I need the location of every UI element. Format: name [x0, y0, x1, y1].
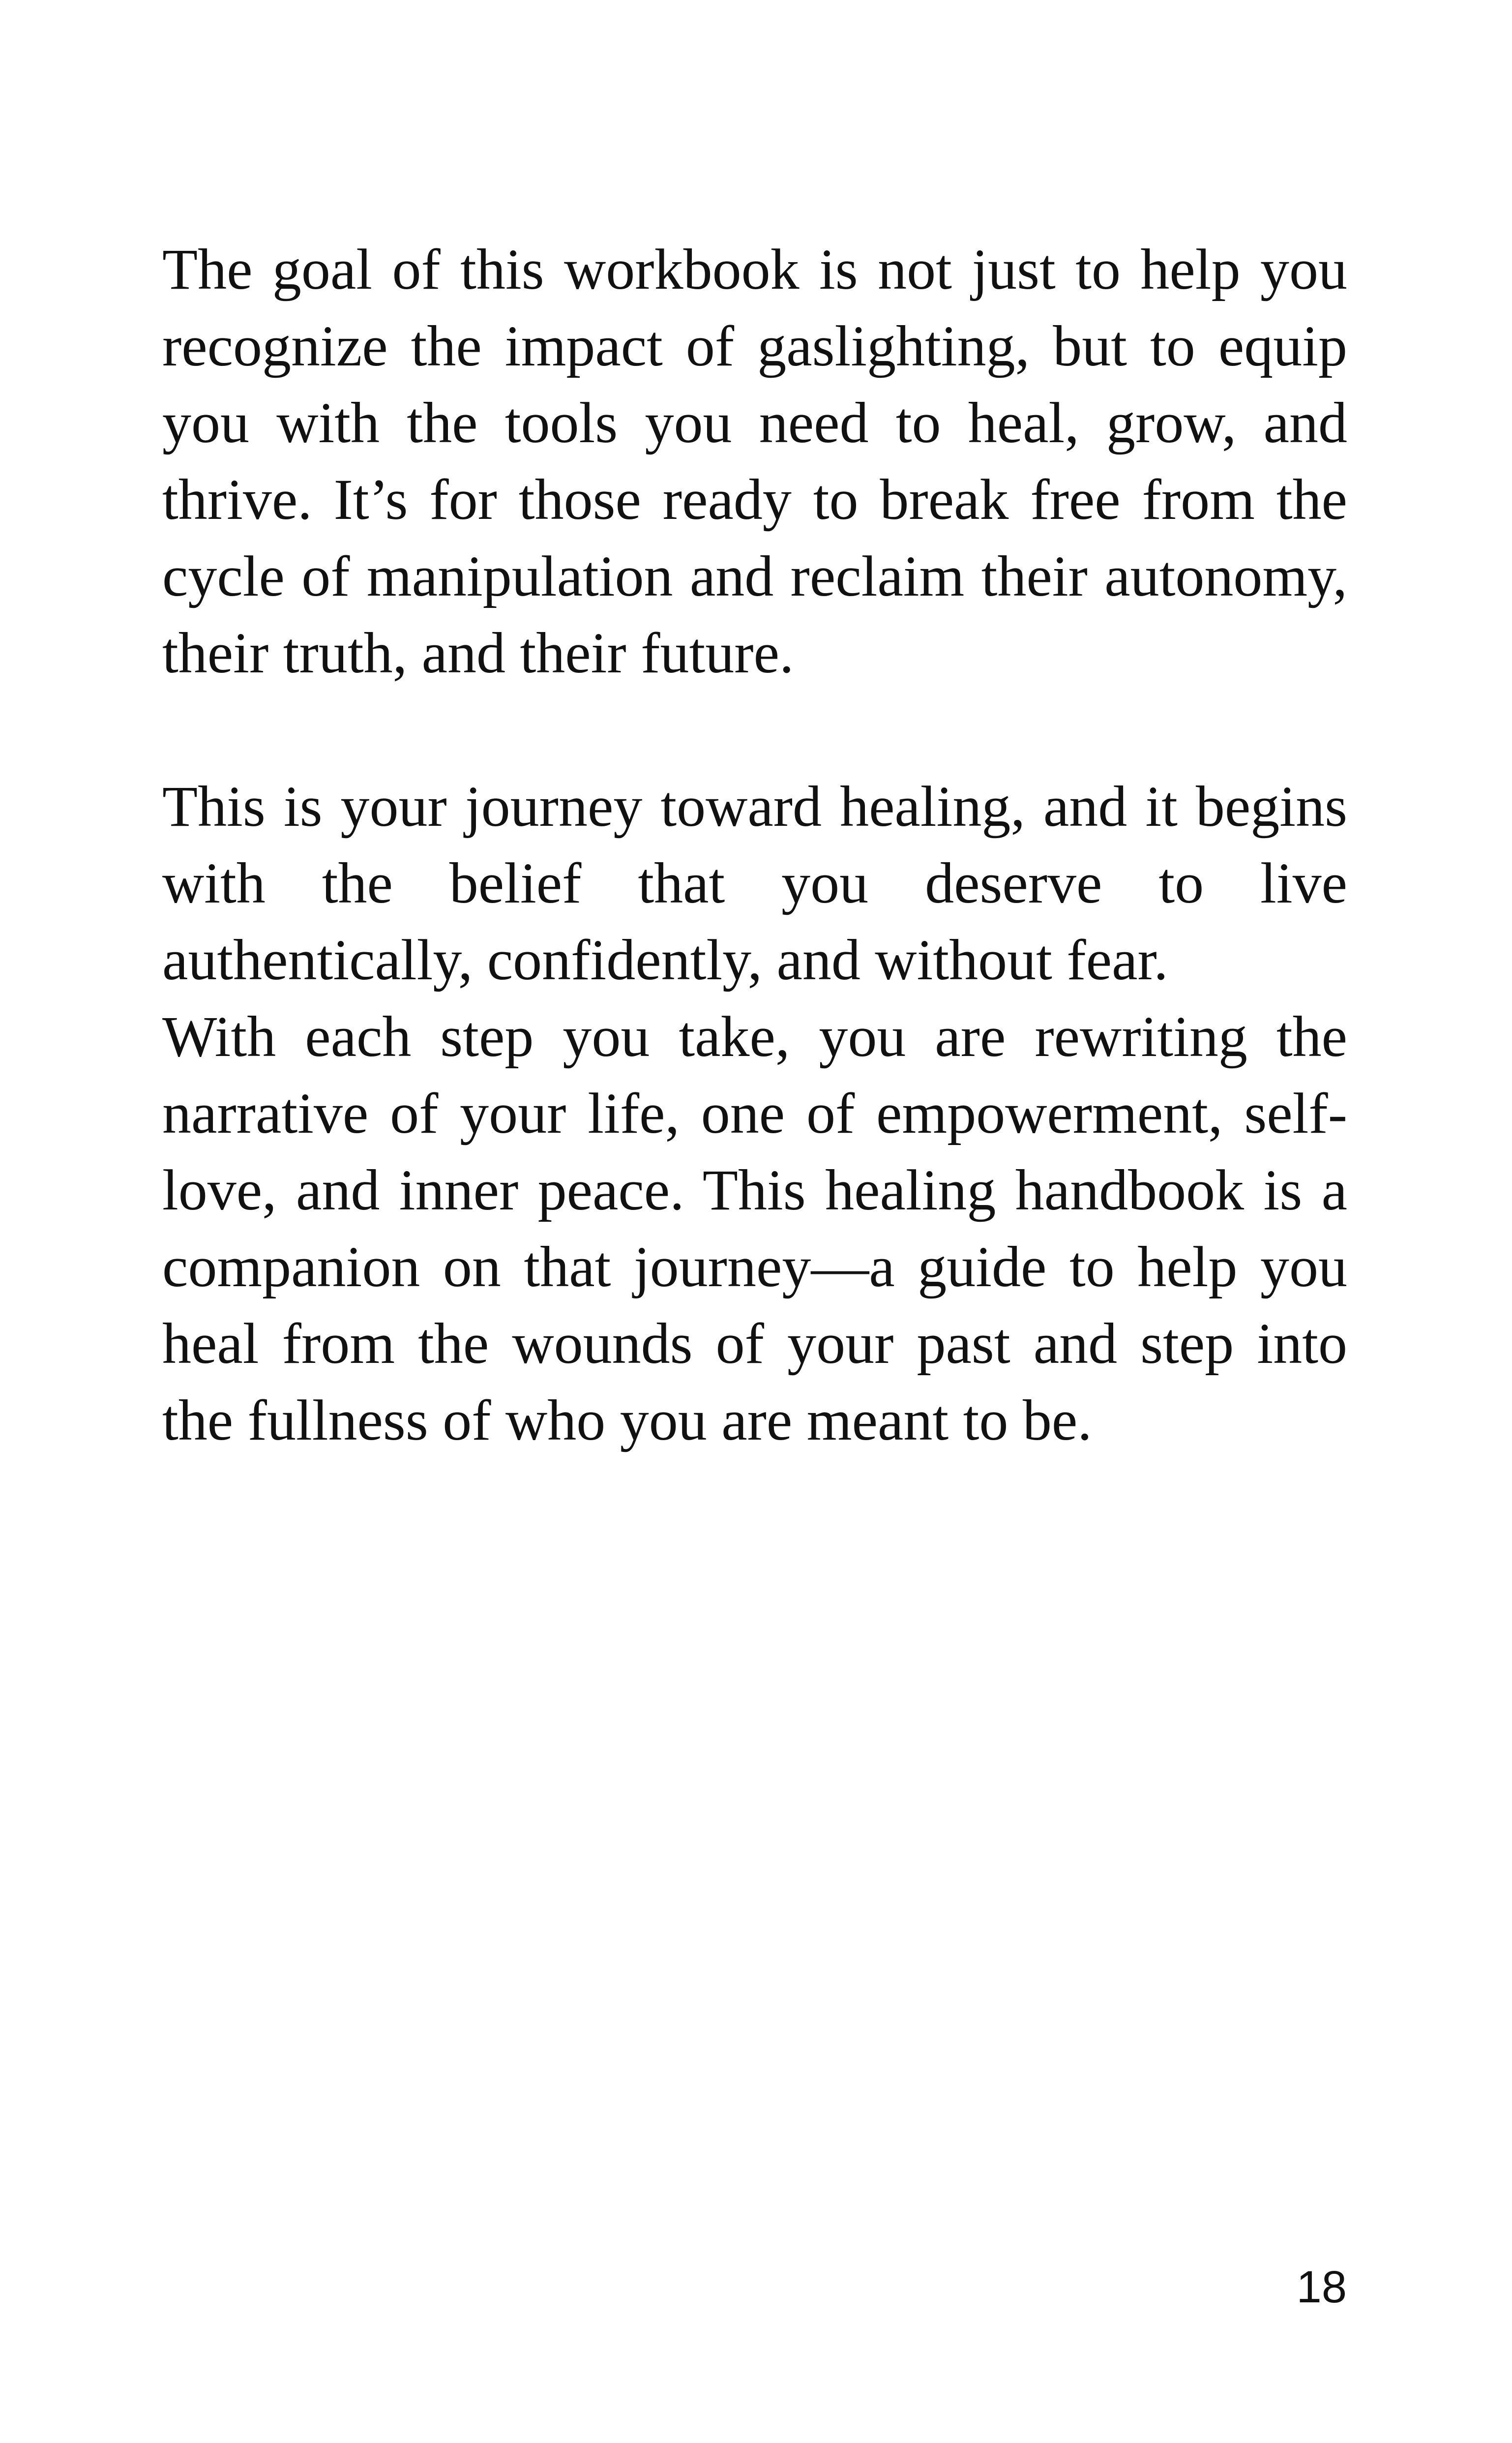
body-text	[162, 231, 1347, 1459]
paragraph-2: This is your journey toward healing, and it begins with the belief that you deserve to live authentically, confidently, and without fear.	[162, 774, 1347, 992]
page-number: 18	[1296, 2262, 1347, 2312]
paragraph-3: With each step you take, you are rewriting the narrative of your life, one of empowerment, self-love, and inner peace. This healing handbook is a companion on that journey—a guide to help you heal from the wounds of your past and step into the fullness of who you are meant to be.	[162, 1004, 1347, 1452]
paragraph-1: The goal of this workbook is not just to help you recognize the impact of gaslighting, but to equip you with the tools you need to heal, grow, and thrive. It’s for those ready to break free from the cycle of manipulation and reclaim their autonomy, their truth, and their future.	[162, 237, 1347, 685]
